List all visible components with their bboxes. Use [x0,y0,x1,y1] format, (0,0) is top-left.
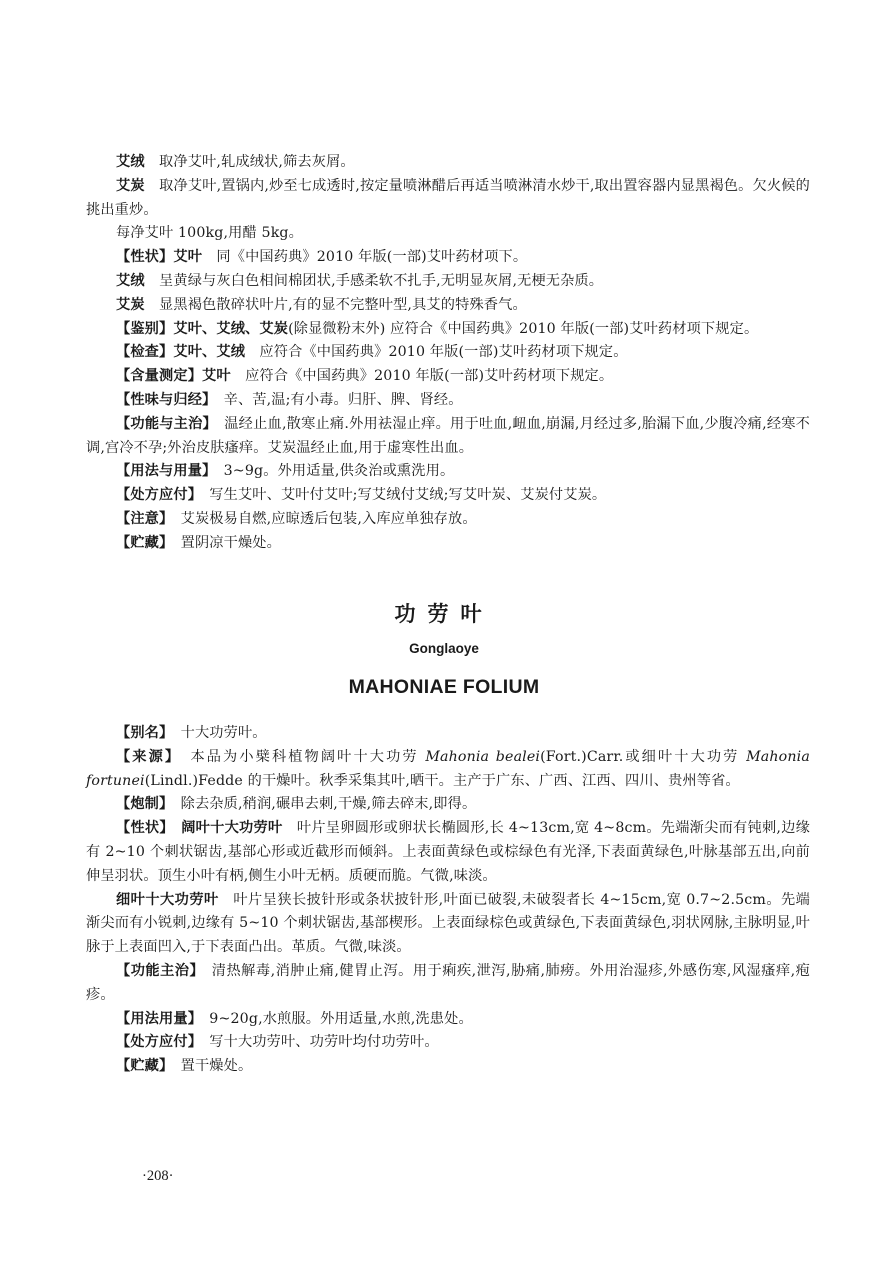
text-airong-description: 呈黄绿与灰白色相间棉团状,手感柔软不扎手,无明显灰屑,无梗无杂质。 [159,272,604,289]
text-vinegar-ratio: 每净艾叶 100kg,用醋 5kg。 [116,225,304,242]
paragraph-xingzhuang-narrowleaf [86,889,810,960]
heading-xingzhuang: 【性状】 [116,249,174,266]
heading-jiancha: 【检查】 [116,344,174,361]
text-zhuyi: 艾炭极易自燃,应晾透后包装,入库应单独存放。 [180,510,477,527]
text-airong: 取净艾叶,轧成绒状,筛去灰屑。 [159,154,355,170]
text-chufang-yingfu: 写十大功劳叶、功劳叶均付功劳叶。 [209,1034,439,1051]
text-laiyuan-part3: (Lindl.)Fedde 的干燥叶。秋季采集其叶,晒干。主产于广东、广西、江西、四川、贵州等省。 [144,772,740,789]
paragraph-jianbie [86,318,810,342]
heading-gongneng-zhuzhi: 【功能主治】 [116,962,198,979]
text-jiancha: 应符合《中国药典》2010 年版(一部)艾叶药材项下规定。 [259,344,628,361]
sublabel-aiye: 艾叶 [173,249,203,266]
heading-jianbie: 【鉴别】 [116,320,174,337]
text-laiyuan-part1: 本品为小檗科植物阔叶十大功劳 [190,748,419,765]
species-name-fortunei: Mahonia fortunei [86,748,810,789]
aiye-continuation-section [86,151,810,556]
paragraph-paozhi [86,793,810,817]
text-aitan: 取净艾叶,置锅内,炒至七成透时,按定量喷淋醋后再适当喷淋清水炒干,取出置容器内显黑褐色。欠火候的挑出重炒。 [86,177,810,218]
monograph-title-chinese: 功劳叶 [394,602,494,626]
paragraph-aitan-description [86,294,810,318]
species-name-bealei: Mahonia bealei [425,748,541,765]
label-aitan: 艾炭 [116,177,145,194]
label-airong: 艾绒 [116,154,145,170]
heading-chufang: 【处方应付】 [116,487,195,504]
paragraph-gongneng-zhuzhi [86,960,810,1008]
gonglaoye-monograph-section [86,722,810,1079]
text-chufang: 写生艾叶、艾叶付艾叶;写艾绒付艾绒;写艾叶炭、艾炭付艾炭。 [209,487,607,504]
paragraph-zhuyi [86,508,810,532]
text-yongfa-yongliang: 9~20g,水煎服。外用适量,水煎,洗患处。 [209,1010,473,1027]
heading-zhucang-2: 【贮藏】 [116,1058,167,1075]
paragraph-zhucang [86,532,810,556]
label-aitan-description: 艾炭 [116,296,145,313]
paragraph-zhucang-2 [86,1055,810,1079]
sublabel-jianbie: 艾叶、艾绒、艾炭 [173,320,289,337]
paragraph-airong-description [86,270,810,294]
heading-zhucang: 【贮藏】 [116,534,167,551]
text-aitan-description: 显黑褐色散碎状叶片,有的显不完整叶型,具艾的特殊香气。 [159,296,527,313]
paragraph-xingzhuang [86,246,810,270]
sublabel-hanliang: 艾叶 [202,368,231,385]
text-zhucang-2: 置干燥处。 [180,1058,253,1075]
text-xingzhuang-broadleaf: 叶片呈卵圆形或卵状长椭圆形,长 4~13cm,宽 4~8cm。先端渐尖而有钝刺,边缘有 2~10 个刺状锯齿,基部心形或近截形而倾斜。上表面黄绿色或棕绿色有光泽,下表面黄绿色,叶脉基部五出,向前伸呈羽状。顶生小叶有柄,侧生小叶无柄。质硬而脆。气微,味淡。 [86,820,810,884]
text-gongneng-zhuzhi: 清热解毒,消肿止痛,健胃止泻。用于痢疾,泄泻,胁痛,肺痨。外用治湿疹,外感伤寒,风湿瘙痒,疱疹。 [86,962,810,1003]
text-yongfa: 3~9g。外用适量,供灸治或熏洗用。 [223,463,455,480]
heading-yongfa-yongliang: 【用法用量】 [116,1010,195,1027]
monograph-title-latin: MAHONIAE FOLIUM [348,676,540,698]
text-paozhi: 除去杂质,稍润,碾串去刺,干燥,筛去碎末,即得。 [180,796,477,813]
paragraph-vinegar-ratio [86,222,810,246]
sublabel-jiancha: 艾叶、艾绒 [173,344,246,361]
heading-paozhi: 【炮制】 [116,796,167,813]
sublabel-broadleaf: 阔叶十大功劳叶 [181,820,283,837]
paragraph-bieming [86,722,810,746]
text-xingzhuang: 同《中国药典》2010 年版(一部)艾叶药材项下。 [216,249,528,266]
paragraph-chufang [86,484,810,508]
heading-xingzhuang: 【性状】 [116,820,167,837]
heading-xingwei: 【性味与归经】 [116,391,210,408]
paragraph-airong [86,151,810,175]
heading-zhuyi: 【注意】 [116,510,167,527]
heading-chufang-yingfu: 【处方应付】 [116,1034,195,1051]
paragraph-hanliang [86,365,810,389]
paragraph-jiancha [86,341,810,365]
text-laiyuan-part2: (Fort.)Carr.或细叶十大功劳 [540,748,740,765]
text-xingwei: 辛、苦,温;有小毒。归肝、脾、肾经。 [223,391,463,408]
paragraph-chufang-yingfu [86,1031,810,1055]
paragraph-laiyuan [86,746,810,794]
sublabel-narrowleaf: 细叶十大功劳叶 [116,891,219,908]
heading-hanliang: 【含量测定】 [116,368,203,385]
paragraph-yongfa-yongliang [86,1008,810,1032]
paragraph-aitan [86,175,810,223]
paragraph-xingwei [86,389,810,413]
text-bieming: 十大功劳叶。 [180,725,267,741]
heading-laiyuan: 【来源】 [116,748,175,765]
text-gongneng: 温经止血,散寒止痛.外用祛湿止痒。用于吐血,衄血,崩漏,月经过多,胎漏下血,少腹冷痛,经寒不调,宫冷不孕;外治皮肤瘙痒。艾炭温经止血,用于虚寒性出血。 [86,415,811,456]
heading-gongneng: 【功能与主治】 [116,415,210,432]
heading-bieming: 【别名】 [116,725,167,741]
label-airong-description: 艾绒 [116,272,145,289]
heading-yongfa: 【用法与用量】 [116,463,210,480]
page-number: ·208· [142,1168,174,1184]
paragraph-gongneng [86,413,810,461]
text-jianbie: (除显微粉末外) 应符合《中国药典》2010 年版(一部)艾叶药材项下规定。 [288,320,759,337]
text-zhucang: 置阴凉干燥处。 [180,534,281,551]
monograph-title-pinyin: Gonglaoye [409,641,479,656]
text-hanliang: 应符合《中国药典》2010 年版(一部)艾叶药材项下规定。 [245,368,614,385]
text-xingzhuang-narrowleaf: 叶片呈狭长披针形或条状披针形,叶面已破裂,未破裂者长 4~15cm,宽 0.7~2.5cm。先端渐尖而有小锐刺,边缘有 5~10 个刺状锯齿,基部楔形。上表面绿棕色或黄绿色,下表面黄绿色,羽状网脉,主脉明显,叶脉于上表面凹入,于下表面凸出。革质。气微,味淡。 [86,891,810,956]
paragraph-xingzhuang-broadleaf [86,817,810,888]
paragraph-yongfa [86,460,810,484]
